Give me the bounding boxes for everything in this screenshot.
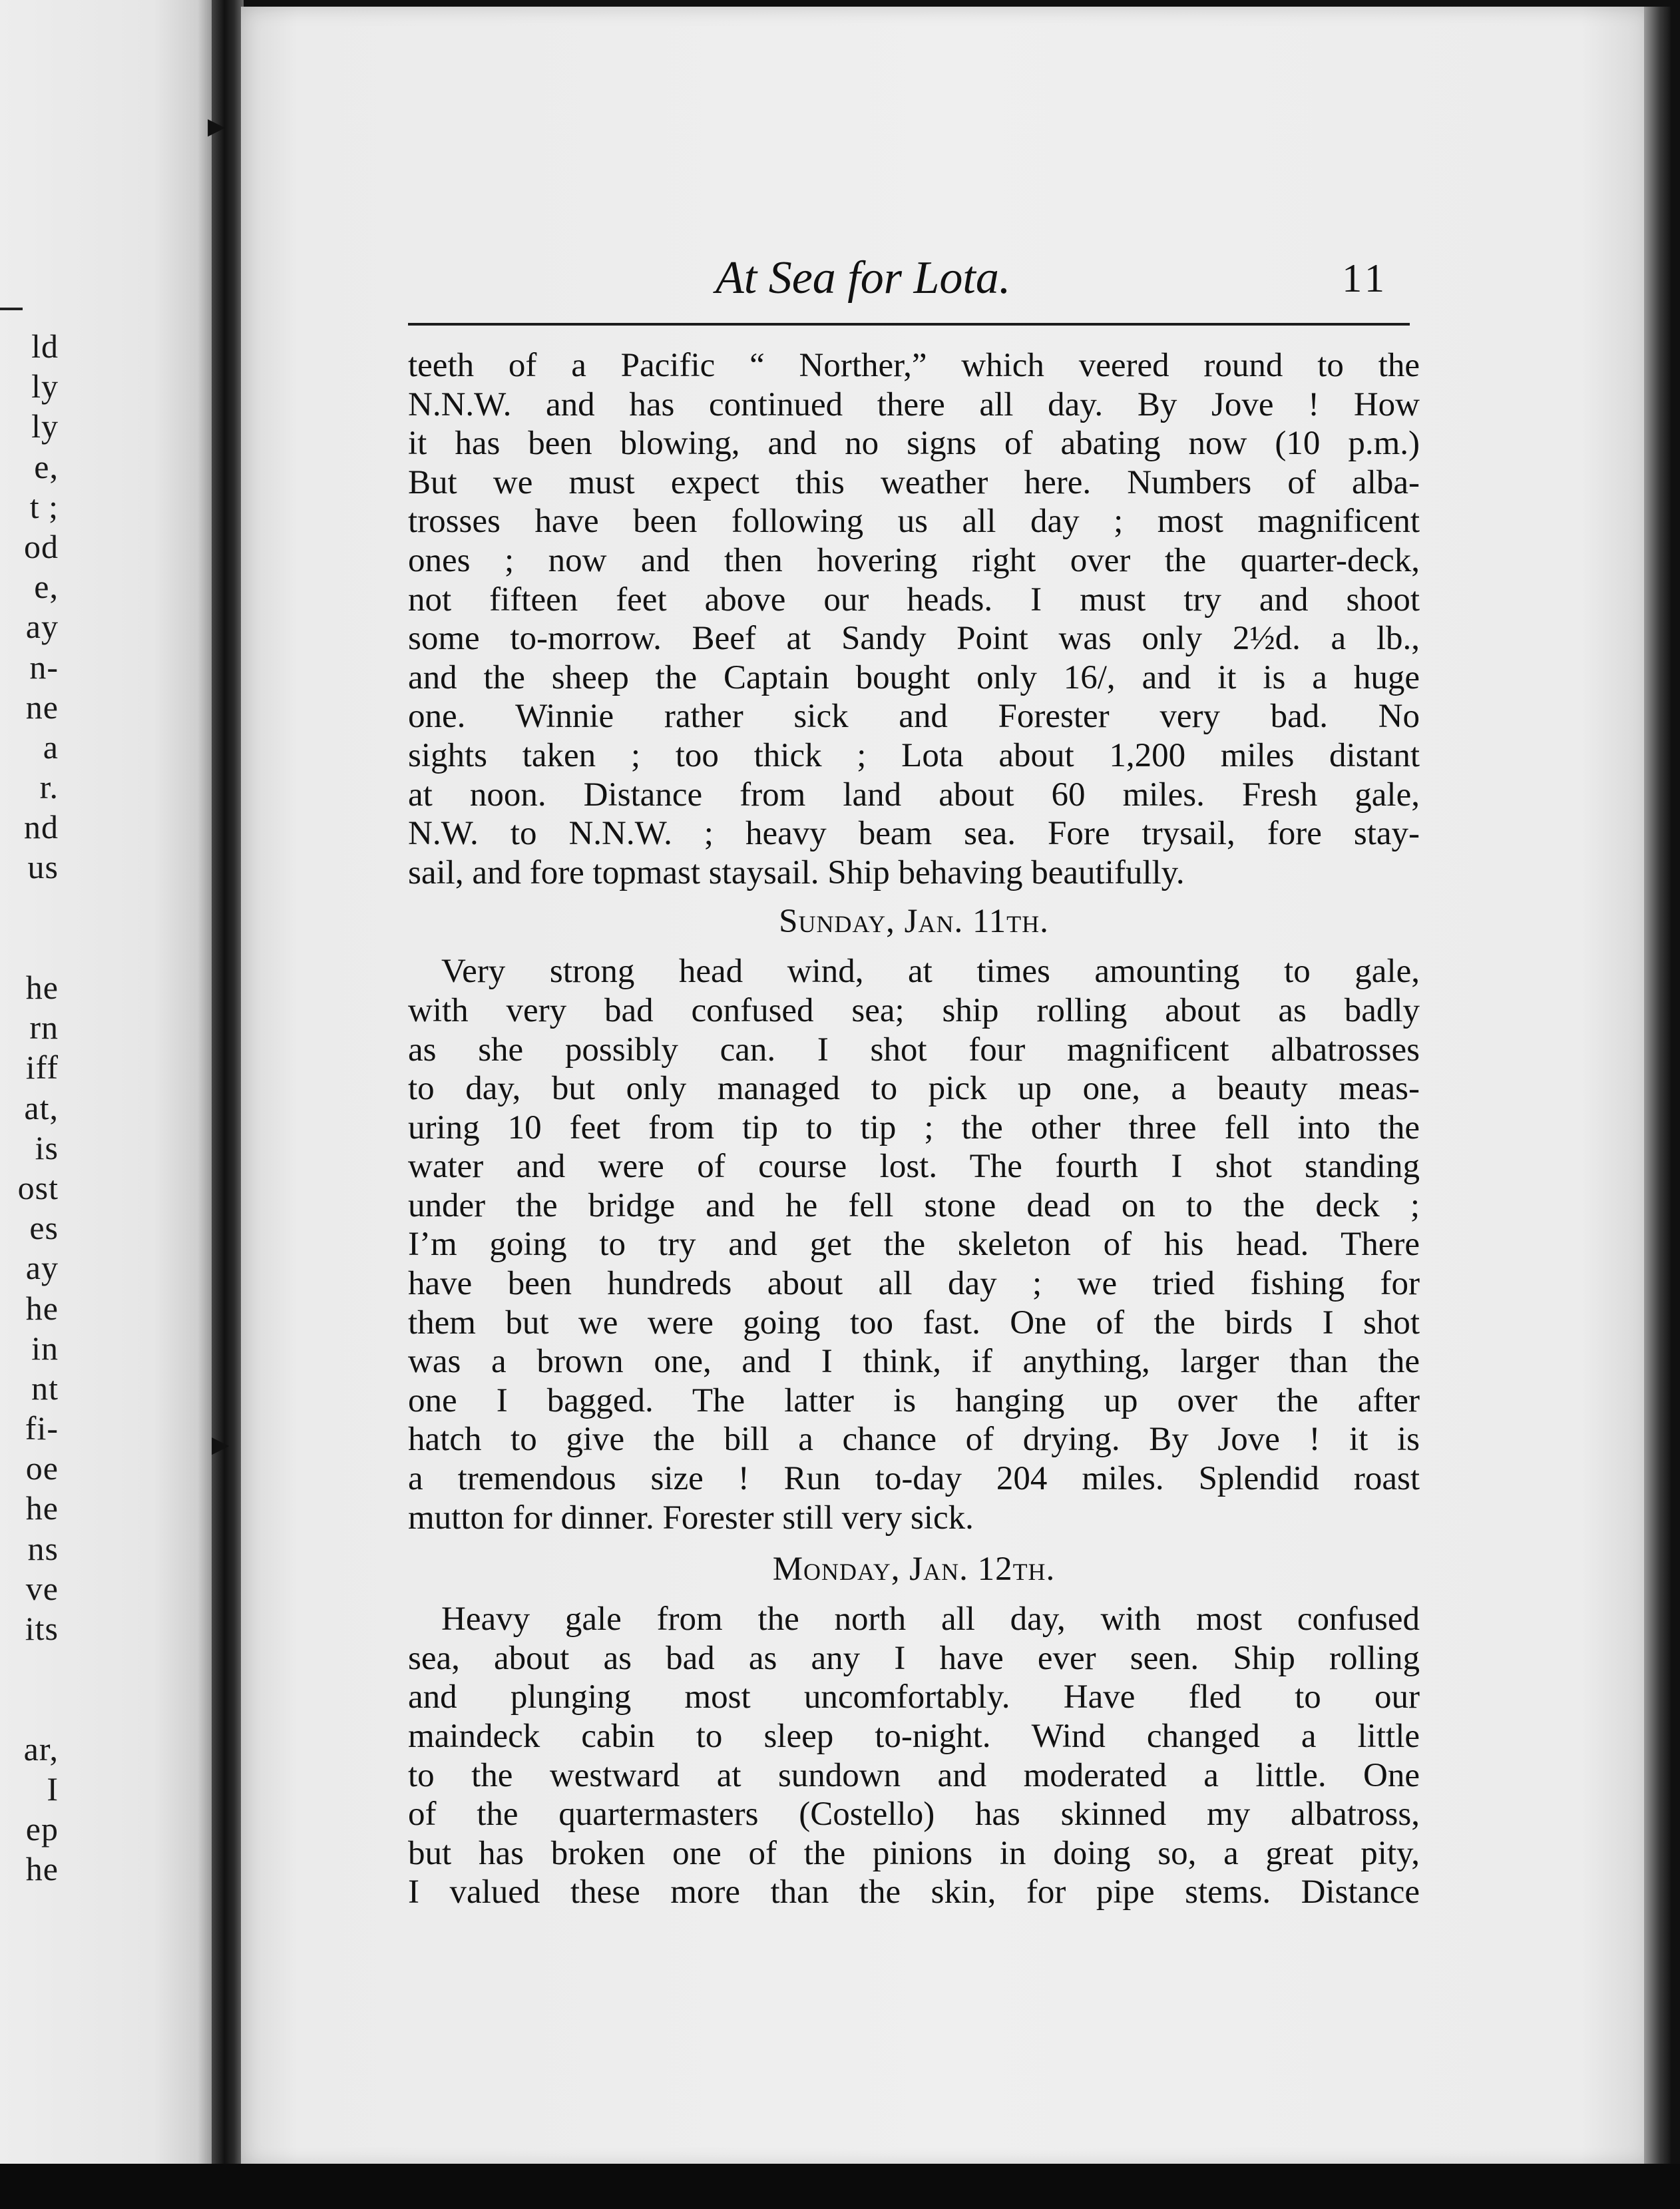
entry-heading-monday: Monday, Jan. 12th. [772, 1551, 1056, 1589]
text-line: of the quartermasters (Costello) has skinned my albatross, [408, 1796, 1420, 1834]
left-page-fragment: ne [25, 688, 59, 726]
left-page-fragment: ar, [23, 1730, 59, 1768]
left-page-fragment: es [29, 1209, 59, 1247]
left-page-fragment: ve [25, 1569, 59, 1607]
left-page-fragment: nt [31, 1369, 59, 1407]
left-page-fragment: ay [25, 608, 59, 646]
text-line: water and were of course lost. The fourth I shot standing [408, 1148, 1420, 1186]
left-page-fragment: ns [27, 1529, 59, 1567]
left-page-fragment: us [27, 848, 59, 886]
text-line: Heavy gale from the north all day, with most confused [441, 1600, 1420, 1638]
paragraph-1 [408, 346, 1420, 892]
text-line: sail, and fore topmast staysail. Ship behaving beautifully. [408, 854, 1185, 891]
left-page-fragment: r. [39, 768, 59, 806]
text-line: have been hundreds about all day ; we tried fishing for [408, 1265, 1420, 1303]
header-rule [408, 323, 1410, 326]
text-line: But we must expect this weather here. Numbers of alba- [408, 463, 1420, 501]
running-header [408, 252, 1410, 305]
running-title: At Sea for Lota. [716, 252, 1011, 304]
text-line: as she possibly can. I shot four magnificent albatrosses [408, 1031, 1420, 1069]
text-line: uring 10 feet from tip to tip ; the other three fell into the [408, 1108, 1420, 1146]
text-line: was a brown one, and I think, if anything, larger than the [408, 1343, 1420, 1381]
text-line: one I bagged. The latter is hanging up over the after [408, 1381, 1420, 1419]
left-page-fragment: he [25, 1489, 59, 1527]
paragraph-2 [408, 952, 1420, 1537]
text-line: ones ; now and then hovering right over the quarter-deck, [408, 541, 1420, 579]
left-page-text-fragments [0, 326, 59, 1889]
text-line: mutton for dinner. Forester still very sick. [408, 1499, 974, 1537]
gutter-mark-bottom: ▶ [212, 1431, 230, 1458]
page-edge-shadow [1644, 7, 1671, 2167]
text-line: and the sheep the Captain bought only 16/, and it is a huge [408, 658, 1420, 696]
text-line: it has been blowing, and no signs of abating now (10 p.m.) [408, 425, 1420, 463]
text-line: with very bad confused sea; ship rolling about as badly [408, 991, 1420, 1029]
left-page-fragment: he [25, 1850, 59, 1888]
text-line: N.W. to N.N.W. ; heavy beam sea. Fore trysail, fore stay- [408, 815, 1420, 853]
left-page-fragment: od [24, 527, 59, 565]
text-line: but has broken one of the pinions in doing so, a great pity, [408, 1834, 1420, 1872]
text-line: N.N.W. and has continued there all day. By Jove ! How [408, 385, 1420, 423]
left-page-rule [0, 308, 23, 310]
left-page-fragment [0, 927, 59, 967]
left-page-fragment: fi- [25, 1409, 59, 1447]
left-page-fragment: ly [31, 368, 59, 405]
left-page-fragment: n- [29, 648, 59, 686]
left-page-fragment: e, [34, 447, 59, 485]
page-number: 11 [1342, 256, 1388, 300]
left-page-fragment: ost [17, 1168, 59, 1206]
left-page-fragment [0, 1648, 59, 1688]
left-page-fragment [0, 887, 59, 927]
text-line: not fifteen feet above our heads. I must try and shoot [408, 581, 1420, 618]
left-page-fragment: ep [25, 1810, 59, 1847]
left-page-fragment: he [25, 1289, 59, 1327]
left-page-fragment: ly [31, 407, 59, 445]
left-page-fragment: is [35, 1128, 59, 1166]
left-page-fragment: oe [25, 1449, 59, 1487]
left-page-fragment: a [43, 728, 59, 766]
left-page-fragment: he [25, 969, 59, 1006]
bottom-border [0, 2164, 1680, 2209]
gutter-mark-top: ▶ [208, 113, 226, 140]
left-page-fragment: t ; [29, 487, 59, 525]
left-page-fragment: rn [29, 1009, 59, 1047]
text-line: them but we were going too fast. One of the birds I shot [408, 1304, 1420, 1342]
left-page-fragment: I [47, 1770, 59, 1808]
book-gutter [212, 0, 244, 2190]
left-page-fragment: its [25, 1610, 59, 1647]
text-line: I’m going to try and get the skeleton of his head. There [408, 1226, 1420, 1264]
left-page-fragment: e, [34, 568, 59, 606]
text-line: maindeck cabin to sleep to-night. Wind changed a little [408, 1718, 1420, 1755]
entry-heading-sunday: Sunday, Jan. 11th. [779, 903, 1049, 941]
text-line: I valued these more than the skin, for pipe stems. Distance [408, 1873, 1420, 1911]
text-line: sea, about as bad as any I have ever seen. Ship rolling [408, 1639, 1420, 1677]
text-line: under the bridge and he fell stone dead on to the deck ; [408, 1186, 1420, 1224]
left-page-fragment: in [31, 1329, 59, 1367]
left-page-fragment: ld [31, 328, 59, 365]
text-line: and plunging most uncomfortably. Have fled to our [408, 1678, 1420, 1716]
text-line: to day, but only managed to pick up one, a beauty meas- [408, 1070, 1420, 1108]
text-line: some to-morrow. Beef at Sandy Point was only 2½d. a lb., [408, 620, 1420, 658]
left-page [0, 0, 220, 2190]
text-line: teeth of a Pacific “ Norther,” which veered round to the [408, 347, 1420, 384]
text-line: sights taken ; too thick ; Lota about 1,200 miles distant [408, 736, 1420, 774]
text-line: hatch to give the bill a chance of drying. By Jove ! it is [408, 1421, 1420, 1459]
text-line: to the westward at sundown and moderated a little. One [408, 1756, 1420, 1794]
page-body [408, 346, 1420, 1912]
left-page-fragment [0, 1688, 59, 1728]
text-line: trosses have been following us all day ; most magnificent [408, 503, 1420, 541]
text-line: one. Winnie rather sick and Forester very bad. No [408, 698, 1420, 736]
text-line: a tremendous size ! Run to-day 204 miles. Splendid roast [408, 1460, 1420, 1498]
paragraph-3 [408, 1600, 1420, 1912]
left-page-fragment: iff [25, 1049, 59, 1087]
text-line: at noon. Distance from land about 60 miles. Fresh gale, [408, 776, 1420, 814]
left-page-fragment: ay [25, 1249, 59, 1287]
left-page-fragment: at, [24, 1089, 59, 1126]
text-line: Very strong head wind, at times amounting to gale, [441, 953, 1420, 991]
left-page-fragment: nd [24, 808, 59, 846]
